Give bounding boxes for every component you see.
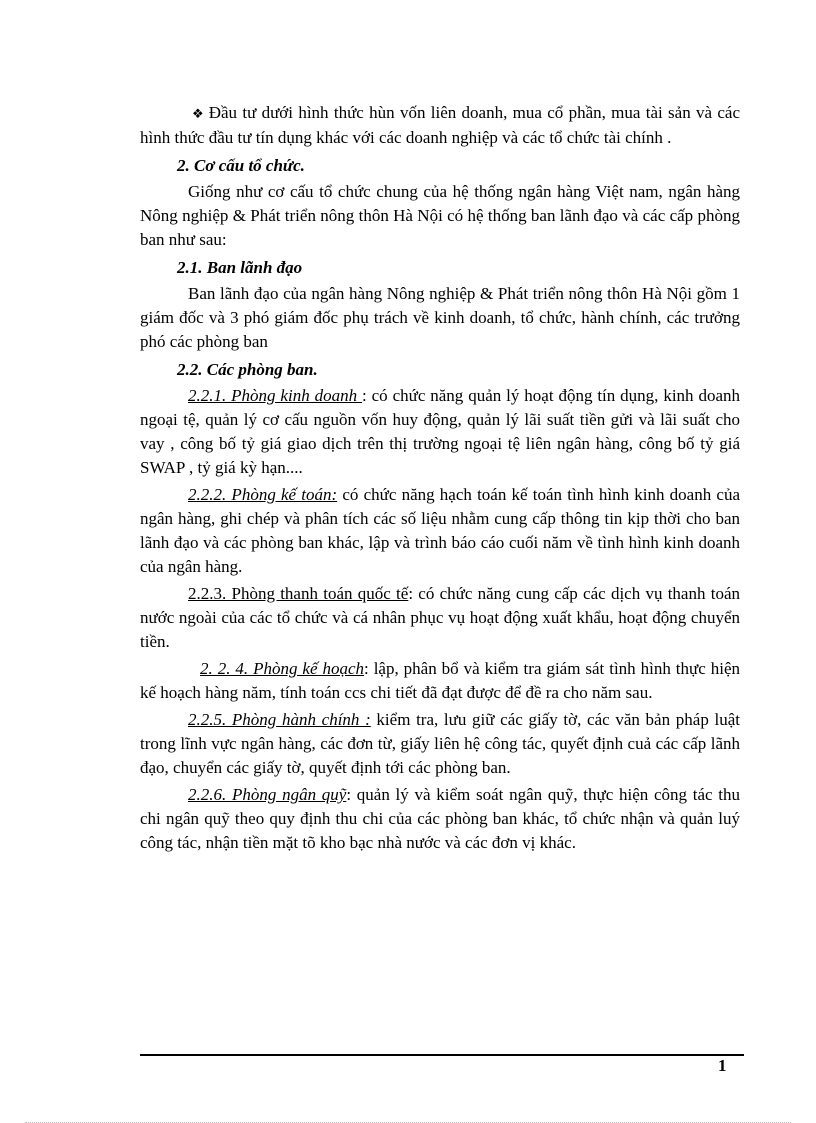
page-number: 1 [718, 1056, 727, 1075]
item-2-2-6 [140, 783, 740, 855]
item-2-2-2-text: có chức năng hạch toán kế toán tình hình kinh doanh của ngân hàng, ghi chép và phân tích các số liệu nhằm cung cấp thông tin kịp thời cho ban lãnh đạo và các phòng ban khác, lập và trình báo cáo cuối năm về tình hình kinh doanh của ngân hàng. [140, 485, 740, 576]
item-2-2-6-text: : quản lý và kiểm soát ngân quỹ, thực hiện công tác thu chi ngân quỹ theo quy định thu chi của các phòng ban khác, tổ chức nhận và quản luý công tác, nhận tiền mặt tõ kho bạc nhà nước và các đơn vị khác. [140, 785, 740, 852]
footer-rule [140, 1054, 744, 1056]
item-2-2-2-label: 2.2.2. Phòng kế toán: [188, 485, 338, 504]
four-diamond-bullet-icon: ❖ [192, 106, 205, 121]
item-2-2-1-label: 2.2.1. Phòng kinh doanh [188, 386, 362, 405]
section-2-1-text: Ban lãnh đạo của ngân hàng Nông nghiệp & Phát triển nông thôn Hà Nội gồm 1 giám đốc và 3 phó giám đốc phụ trách về kinh doanh, tổ chức, hành chính, các trưởng phó các phòng ban [140, 284, 740, 351]
item-2-2-5-label: 2.2.5. Phòng hành chính : [188, 710, 371, 729]
item-2-2-1-text: : có chức năng quản lý hoạt động tín dụng, kinh doanh ngoại tệ, quản lý cơ cấu nguồn vốn huy động, quản lý lãi suất tiền gửi và lãi suất cho vay , công bố tỷ giá giao dịch trên thị trường ngoại tệ liên ngân hàng, công bố tỷ giá SWAP , tỷ giá kỳ hạn.... [140, 386, 740, 477]
section-2-intro: Giống như cơ cấu tổ chức chung của hệ thống ngân hàng Việt nam, ngân hàng Nông nghiệp & Phát triển nông thôn Hà Nội có hệ thống ban lãnh đạo và các cấp phòng ban như sau: [140, 182, 740, 249]
item-2-2-4 [140, 657, 740, 705]
section-2-heading: 2. Cơ cấu tổ chức. [177, 156, 305, 175]
item-2-2-3-label: 2.2.3. Phòng thanh toán quốc tế [188, 584, 409, 603]
item-2-2-6-label: 2.2.6. Phòng ngân quỹ [188, 785, 347, 804]
item-2-2-5 [140, 708, 740, 780]
item-2-2-2 [140, 483, 740, 579]
bullet-text: Đầu tư dưới hình thức hùn vốn liên doanh, mua cổ phần, mua tài sản và các hình thức đầu tư tín dụng khác với các doanh nghiệp và các tổ chức tài chính . [140, 103, 740, 147]
item-2-2-1 [140, 384, 740, 480]
item-2-2-4-text: : lập, phân bổ và kiểm tra giám sát tình hình thực hiện kế hoạch hàng năm, tính toán ccs chi tiết đã đạt được để đề ra cho năm sau. [140, 659, 740, 702]
item-2-2-3 [140, 582, 740, 654]
section-2-2-heading: 2.2. Các phòng ban. [177, 360, 318, 379]
section-2-1-heading: 2.1. Ban lãnh đạo [177, 258, 303, 277]
item-2-2-4-label: 2. 2. 4. Phòng kế hoạch [200, 659, 365, 678]
item-2-2-3-text: : có chức năng cung cấp các dịch vụ thanh toán nước ngoài của các tổ chức và cá nhân phục vụ hoạt động xuất khẩu, hoạt động chuyển tiền. [140, 584, 740, 651]
item-2-2-5-text: kiểm tra, lưu giữ các giấy tờ, các văn bản pháp luật trong lĩnh vực ngân hàng, các đơn từ, giấy liên hệ công tác, quyết định cuả các cấp lãnh đạo, chuyển các giấy tờ, quyết định tới các phòng ban. [140, 710, 740, 777]
document-body [140, 101, 740, 855]
bullet-paragraph [140, 101, 740, 150]
